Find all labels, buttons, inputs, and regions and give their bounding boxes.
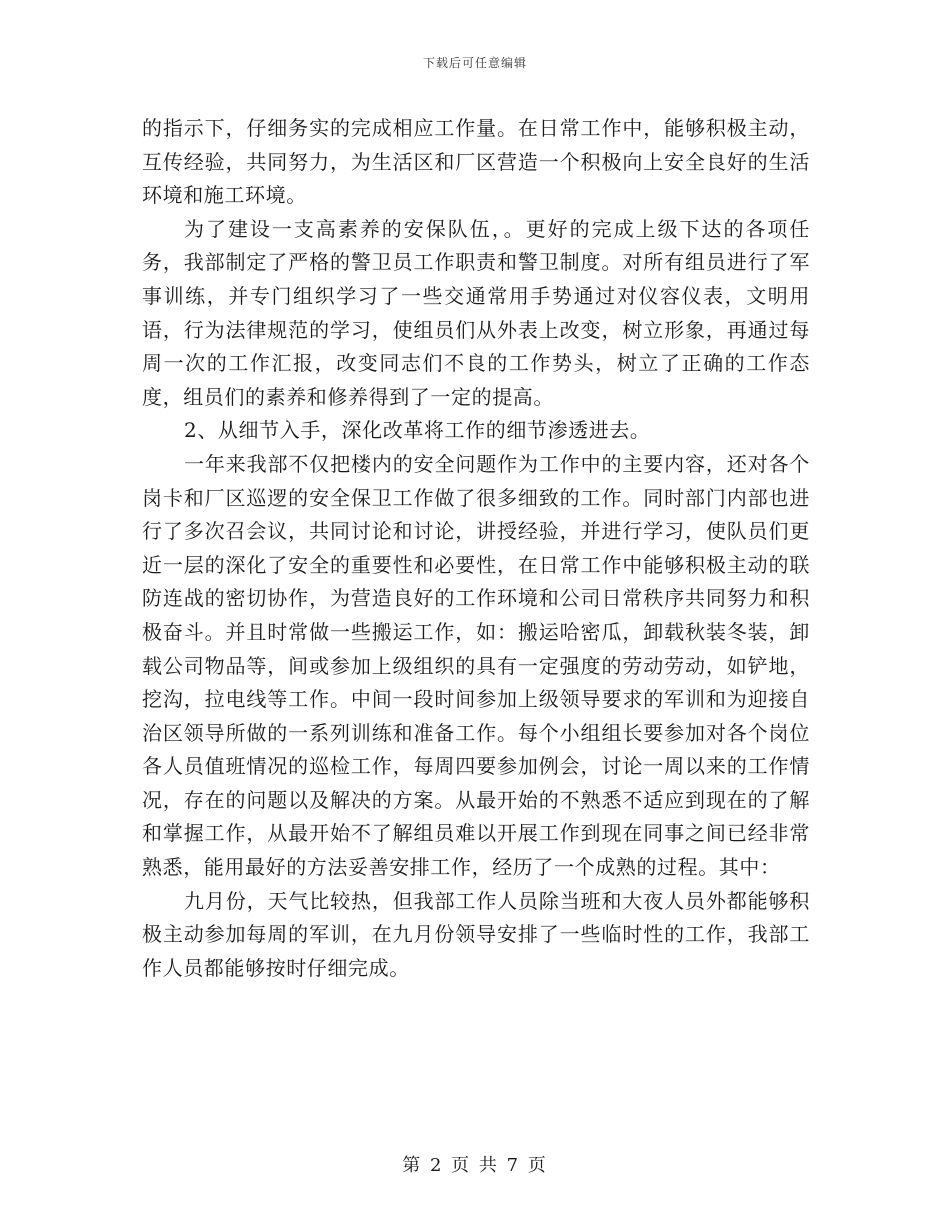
page-number: 第 2 页 共 7 页 [402, 1155, 548, 1176]
paragraph: 一年来我部不仅把楼内的安全问题作为工作中的主要内容，还对各个岗卡和厂区巡逻的安全保卫工作做了很多细致的工作。同时部门内部也进行了多次召会议，共同讨论和讨论，讲授经验，并进行学习，使队员们更近一层的深化了安全的重要性和必要性，在日常工作中能够积极主动的联防连战的密切协作，为营造良好的工作环境和公司日常秩序共同努力和积极奋斗。并且时常做一些搬运工作，如：搬运哈密瓜，卸载秋装冬装，卸载公司物品等，间或参加上级组织的具有一定强度的劳动劳动，如铲地，挖沟，拉电线等工作。中间一段时间参加上级领导要求的军训和为迎接自治区领导所做的一系列训练和准备工作。每个小组组长要参加对各个岗位各人员值班情况的巡检工作，每周四要参加例会，讨论一周以来的工作情况，存在的问题以及解决的方案。从最开始的不熟悉不适应到现在的了解和掌握工作，从最开始不了解组员难以开展工作到现在同事之间已经非常熟悉，能用最好的方法妥善安排工作，经历了一个成熟的过程。其中： [142, 451, 810, 880]
paragraph-continuation: 的指示下，仔细务实的完成相应工作量。在日常工作中，能够积极主动，互传经验，共同努力，为生活区和厂区营造一个积极向上安全良好的生活环境和施工环境。 [142, 116, 810, 208]
paragraph: 九月份，天气比较热，但我部工作人员除当班和大夜人员外都能够积极主动参加每周的军训，在九月份领导安排了一些临时性的工作，我部工作人员都能够按时仔细完成。 [142, 888, 810, 980]
paragraph: 为了建设一支高素养的安保队伍，。更好的完成上级下达的各项任务，我部制定了严格的警卫员工作职责和警卫制度。对所有组员进行了军事训练，并专门组织学习了一些交通常用手势通过对仪容仪表，文明用语，行为法律规范的学习，使组员们从外表上改变，树立形象，再通过每周一次的工作汇报，改变同志们不良的工作势头，树立了正确的工作态度，组员们的素养和修养得到了一定的提高。 [142, 216, 810, 409]
document-body [142, 112, 810, 985]
header-note: 下载后可任意编辑 [422, 56, 527, 70]
section-heading: 2、从细节入手，深化改革将工作的细节渗透进去。 [184, 418, 651, 443]
